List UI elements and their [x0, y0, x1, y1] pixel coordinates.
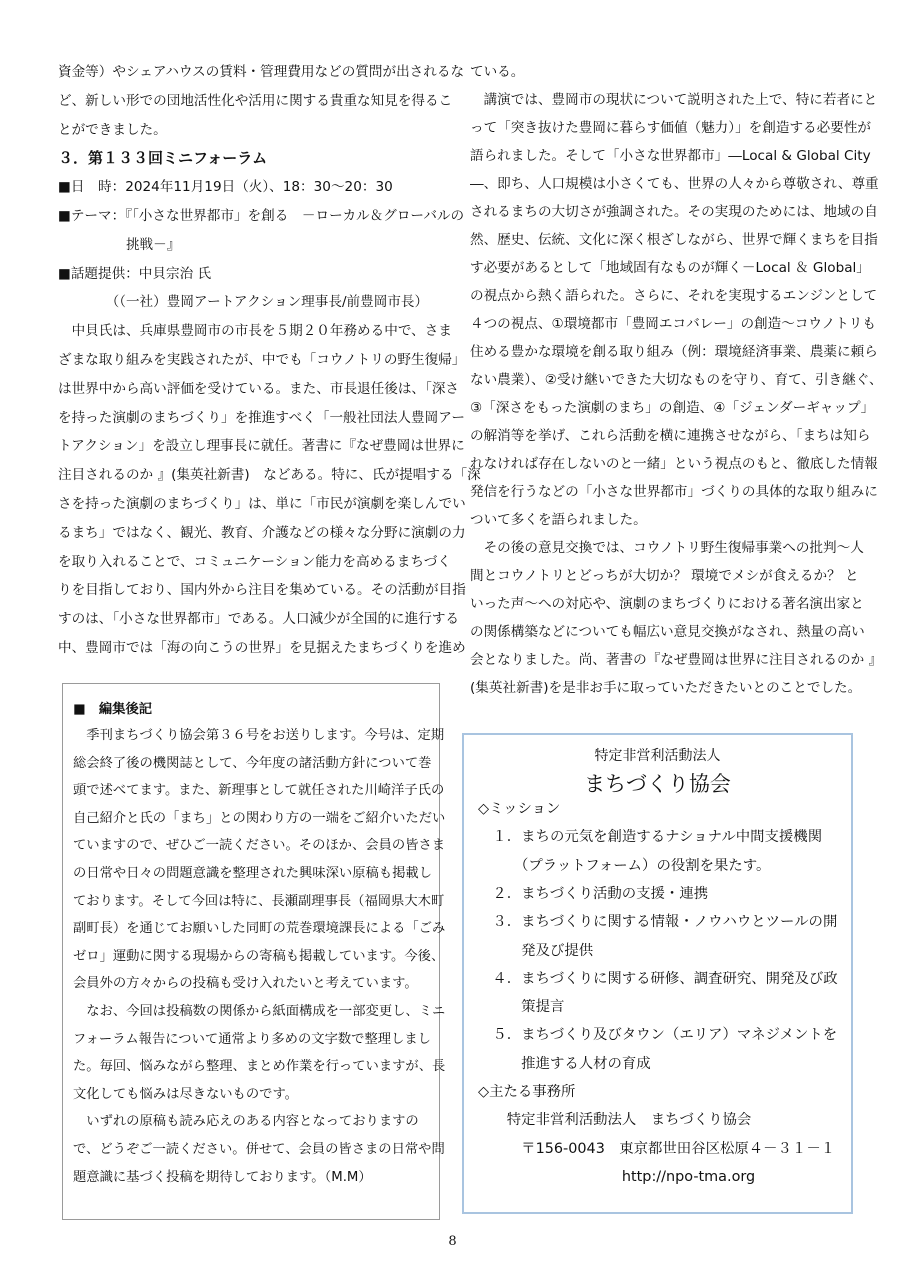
left-column-line: 挑戦－』: [58, 236, 181, 253]
left-column-line: ざまな取り組みを実践されたが、中でも「コウノトリの野生復帰」: [58, 352, 466, 368]
right-column-line: 会となりました。尚、著書の『なぜ豊岡は世界に注目されるのか 』: [470, 652, 883, 668]
editor-note-line: 自己紹介と氏の「まち」との関わり方の一端をご紹介いただい: [73, 810, 446, 826]
org-info-line: 推進する人材の育成: [478, 1055, 651, 1072]
editor-note-line: で、どうぞご一読ください。併せて、会員の皆さまの日常や問: [73, 1142, 445, 1157]
left-column: [58, 62, 481, 682]
left-column-line: 中、豊岡市では「海の向こうの世界」を見据えたまちづくりを進め: [58, 640, 466, 656]
editor-note-line: ております。そして今回は特に、長瀬副理事長（福岡県大木町: [73, 893, 445, 909]
org-info-line: ◇ミッション: [478, 801, 561, 817]
left-column-line: を持った演劇のまちづくり」を推進すべく「一般社団法人豊岡アー: [58, 409, 465, 426]
right-column-line: されるまちの大切さが強調された。その実現のためには、地域の自: [470, 204, 878, 220]
right-column-line: の関係構築などについても幅広い意見交換がなされ、熱量の高い: [470, 624, 865, 640]
left-column-line: りを目指しており、国内外から注目を集めている。その活動が目指: [58, 582, 466, 599]
org-info-line: ◇主たる事務所: [478, 1084, 576, 1100]
org-info-line: http://npo-tma.org: [478, 1168, 756, 1185]
editor-note-line: なお、今回は投稿数の関係から紙面構成を一部変更し、ミニ: [73, 1004, 446, 1019]
left-column-line: るまち」ではなく、観光、教育、介護などの様々な分野に演劇の力: [58, 524, 466, 541]
left-column-line: 資金等）やシェアハウスの賃料・管理費用などの質問が出されるな: [58, 64, 465, 80]
right-column-line: 住める豊かな環境を創る取り組み（例：環境経済事業、農薬に頼ら: [470, 344, 878, 360]
right-column: [470, 62, 883, 722]
right-column-line: れなければ存在しないのと一緒」という視点のもと、徹底した情報: [470, 456, 878, 472]
left-column-line: トアクション」を設立し理事長に就任。著書に『なぜ豊岡は世界に: [58, 438, 465, 455]
editor-note-line: いずれの原稿も読み応えのある内容となっておりますの: [73, 1114, 419, 1130]
left-column-line: ■話題提供：中貝宗治 氏: [58, 265, 212, 282]
editor-note-line: ていますので、ぜひご一読ください。そのほか、会員の皆さま: [73, 838, 446, 854]
org-info-line: （プラットフォーム）の役割を果たす。: [478, 857, 771, 874]
editor-note-line: 頭で述べてます。また、新理事として就任された川崎洋子氏の: [73, 783, 445, 799]
right-column-line: ４つの視点、①環境都市「豊岡エコバレー」の創造～コウノトリも: [470, 316, 876, 332]
right-column-line: 語られました。そして「小さな世界都市」―Local & Global City: [470, 148, 871, 164]
left-column-line: （（一社）豊岡アートアクション理事長/前豊岡市長）: [58, 294, 429, 311]
editor-note-line: の日常や日々の問題意識を整理された興味深い原稿も掲載し: [73, 866, 433, 881]
org-info-line: 特定非営利活動法人 まちづくり協会: [478, 1112, 752, 1129]
org-info-line: 策提言: [478, 999, 565, 1016]
page-number: 8: [448, 1234, 457, 1249]
right-column-line: 講演では、豊岡市の現状について説明された上で、特に若者にと: [470, 92, 878, 108]
left-column-line: ど、新しい形での団地活性化や活用に関する貴重な知見を得るこ: [58, 92, 453, 109]
right-column-line: 然、歴史、伝統、文化に深く根ざしながら、世界で輝くまちを目指: [470, 232, 878, 248]
right-column-line: ついて多くを語られました。: [470, 512, 647, 528]
right-column-line: 発信を行うなどの「小さな世界都市」づくりの具体的な取り組みに: [470, 484, 878, 500]
right-column-line: ている。: [470, 64, 525, 80]
org-info-line: １．まちの元気を創造するナショナル中間支援機関: [478, 829, 823, 846]
editor-note-line: た。毎回、悩みながら整理、まとめ作業を行っていますが、長: [73, 1059, 446, 1075]
left-column-line: 注目されるのか 』(集英社新書) などある。特に、氏が提唱する「深: [58, 467, 481, 484]
right-column-line: の視点から熱く語られた。さらに、それを実現するエンジンとして: [470, 288, 878, 304]
right-column-line: の解消等を挙げ、これら活動を横に連携させながら、「まちは知ら: [470, 428, 871, 444]
right-column-line: ない農業）、②受け継いできた大切なものを守り、育て、引き継ぐ、: [470, 372, 883, 388]
left-column-line: は世界中から高い評価を受けている。また、市長退任後は、「深さ: [58, 380, 460, 397]
editor-note-line: 季刊まちづくり協会第３６号をお送りします。今号は、定期: [73, 728, 445, 743]
left-column-line: さを持った演劇のまちづくり」は、単に「市民が演劇を楽しんでい: [58, 496, 466, 512]
org-title: まちづくり協会: [584, 772, 731, 796]
left-column-line: ■日 時：2024年11月19日（火）、18：30～20：30: [58, 179, 393, 196]
editor-note-line: 会員外の方々からの投稿も受け入れたいと考えています。: [73, 976, 418, 992]
org-info-line: 〒156-0043 東京都世田谷区松原４－３１－１: [478, 1140, 836, 1157]
editor-note-line: フォーラム報告について通常より多めの文字数で整理しまし: [73, 1031, 431, 1047]
editor-note-line: 文化しても悩みは尽きないものです。: [73, 1086, 298, 1102]
left-column-line: ３．第１３３回ミニフォーラム: [58, 149, 268, 168]
left-column-line: 中貝氏は、兵庫県豊岡市の市長を５期２０年務める中で、さま: [58, 323, 452, 340]
editor-note-line: ゼロ」運動に関する現場からの寄稿も掲載しています。今後、: [73, 948, 445, 964]
right-column-line: いった声～への対応や、演劇のまちづくりにおける著名演出家と: [470, 596, 864, 612]
left-column-line: すのは、「小さな世界都市」である。人口減少が全国的に進行する: [58, 611, 460, 628]
editor-note-heading: ■ 編集後記: [73, 702, 153, 717]
right-column-line: 間とコウノトリとどっちが大切か？ 環境でメシが食えるか？ と: [470, 568, 859, 584]
org-info-line: ３．まちづくりに関する情報・ノウハウとツールの開: [478, 914, 838, 931]
left-column-line: を取り入れることで、コミュニケーション能力を高めるまちづく: [58, 553, 451, 570]
org-info-line: ４．まちづくりに関する研修、調査研究、開発及び政: [478, 970, 838, 987]
editor-note-line: 副町長）を通じてお願いした同町の荒巻環境課長による「ごみ: [73, 921, 446, 937]
org-info-line: ５．まちづくり及びタウン（エリア）マネジメントを: [478, 1027, 838, 1044]
editor-note-box: [62, 683, 446, 1220]
right-column-line: ―、即ち、人口規模は小さくても、世界の人々から尊敬され、尊重: [470, 176, 879, 192]
org-info-line: 発及び提供: [478, 942, 594, 959]
organization-info-box: [462, 733, 853, 1214]
editor-note-line: 総会終了後の機関誌として、今年度の諸活動方針について巻: [73, 755, 432, 771]
left-column-line: ■テーマ：『「小さな世界都市」を創る －ローカル＆グローバルの: [58, 208, 465, 224]
right-column-line: って「突き抜けた豊岡に暮らす価値（魅力）」を創造する必要性が: [470, 120, 872, 136]
editor-note-line: 題意識に基づく投稿を期待しております。（M.M）: [73, 1169, 372, 1185]
right-column-line: す必要があるとして「地域固有なものが輝く－Local ＆ Global」: [470, 260, 870, 276]
left-column-line: とができました。: [58, 121, 167, 138]
right-column-line: その後の意見交換では、コウノトリ野生復帰事業への批判～人: [470, 540, 864, 556]
right-column-line: (集英社新書)を是非お手に取っていただきたいとのことでした。: [470, 680, 862, 696]
org-info-line: ２．まちづくり活動の支援・連携: [478, 885, 709, 902]
org-subtitle: 特定非営利活動法人: [594, 748, 721, 764]
right-column-line: ③「深さをもった演劇のまち」の創造、④「ジェンダーギャップ」: [470, 400, 875, 416]
